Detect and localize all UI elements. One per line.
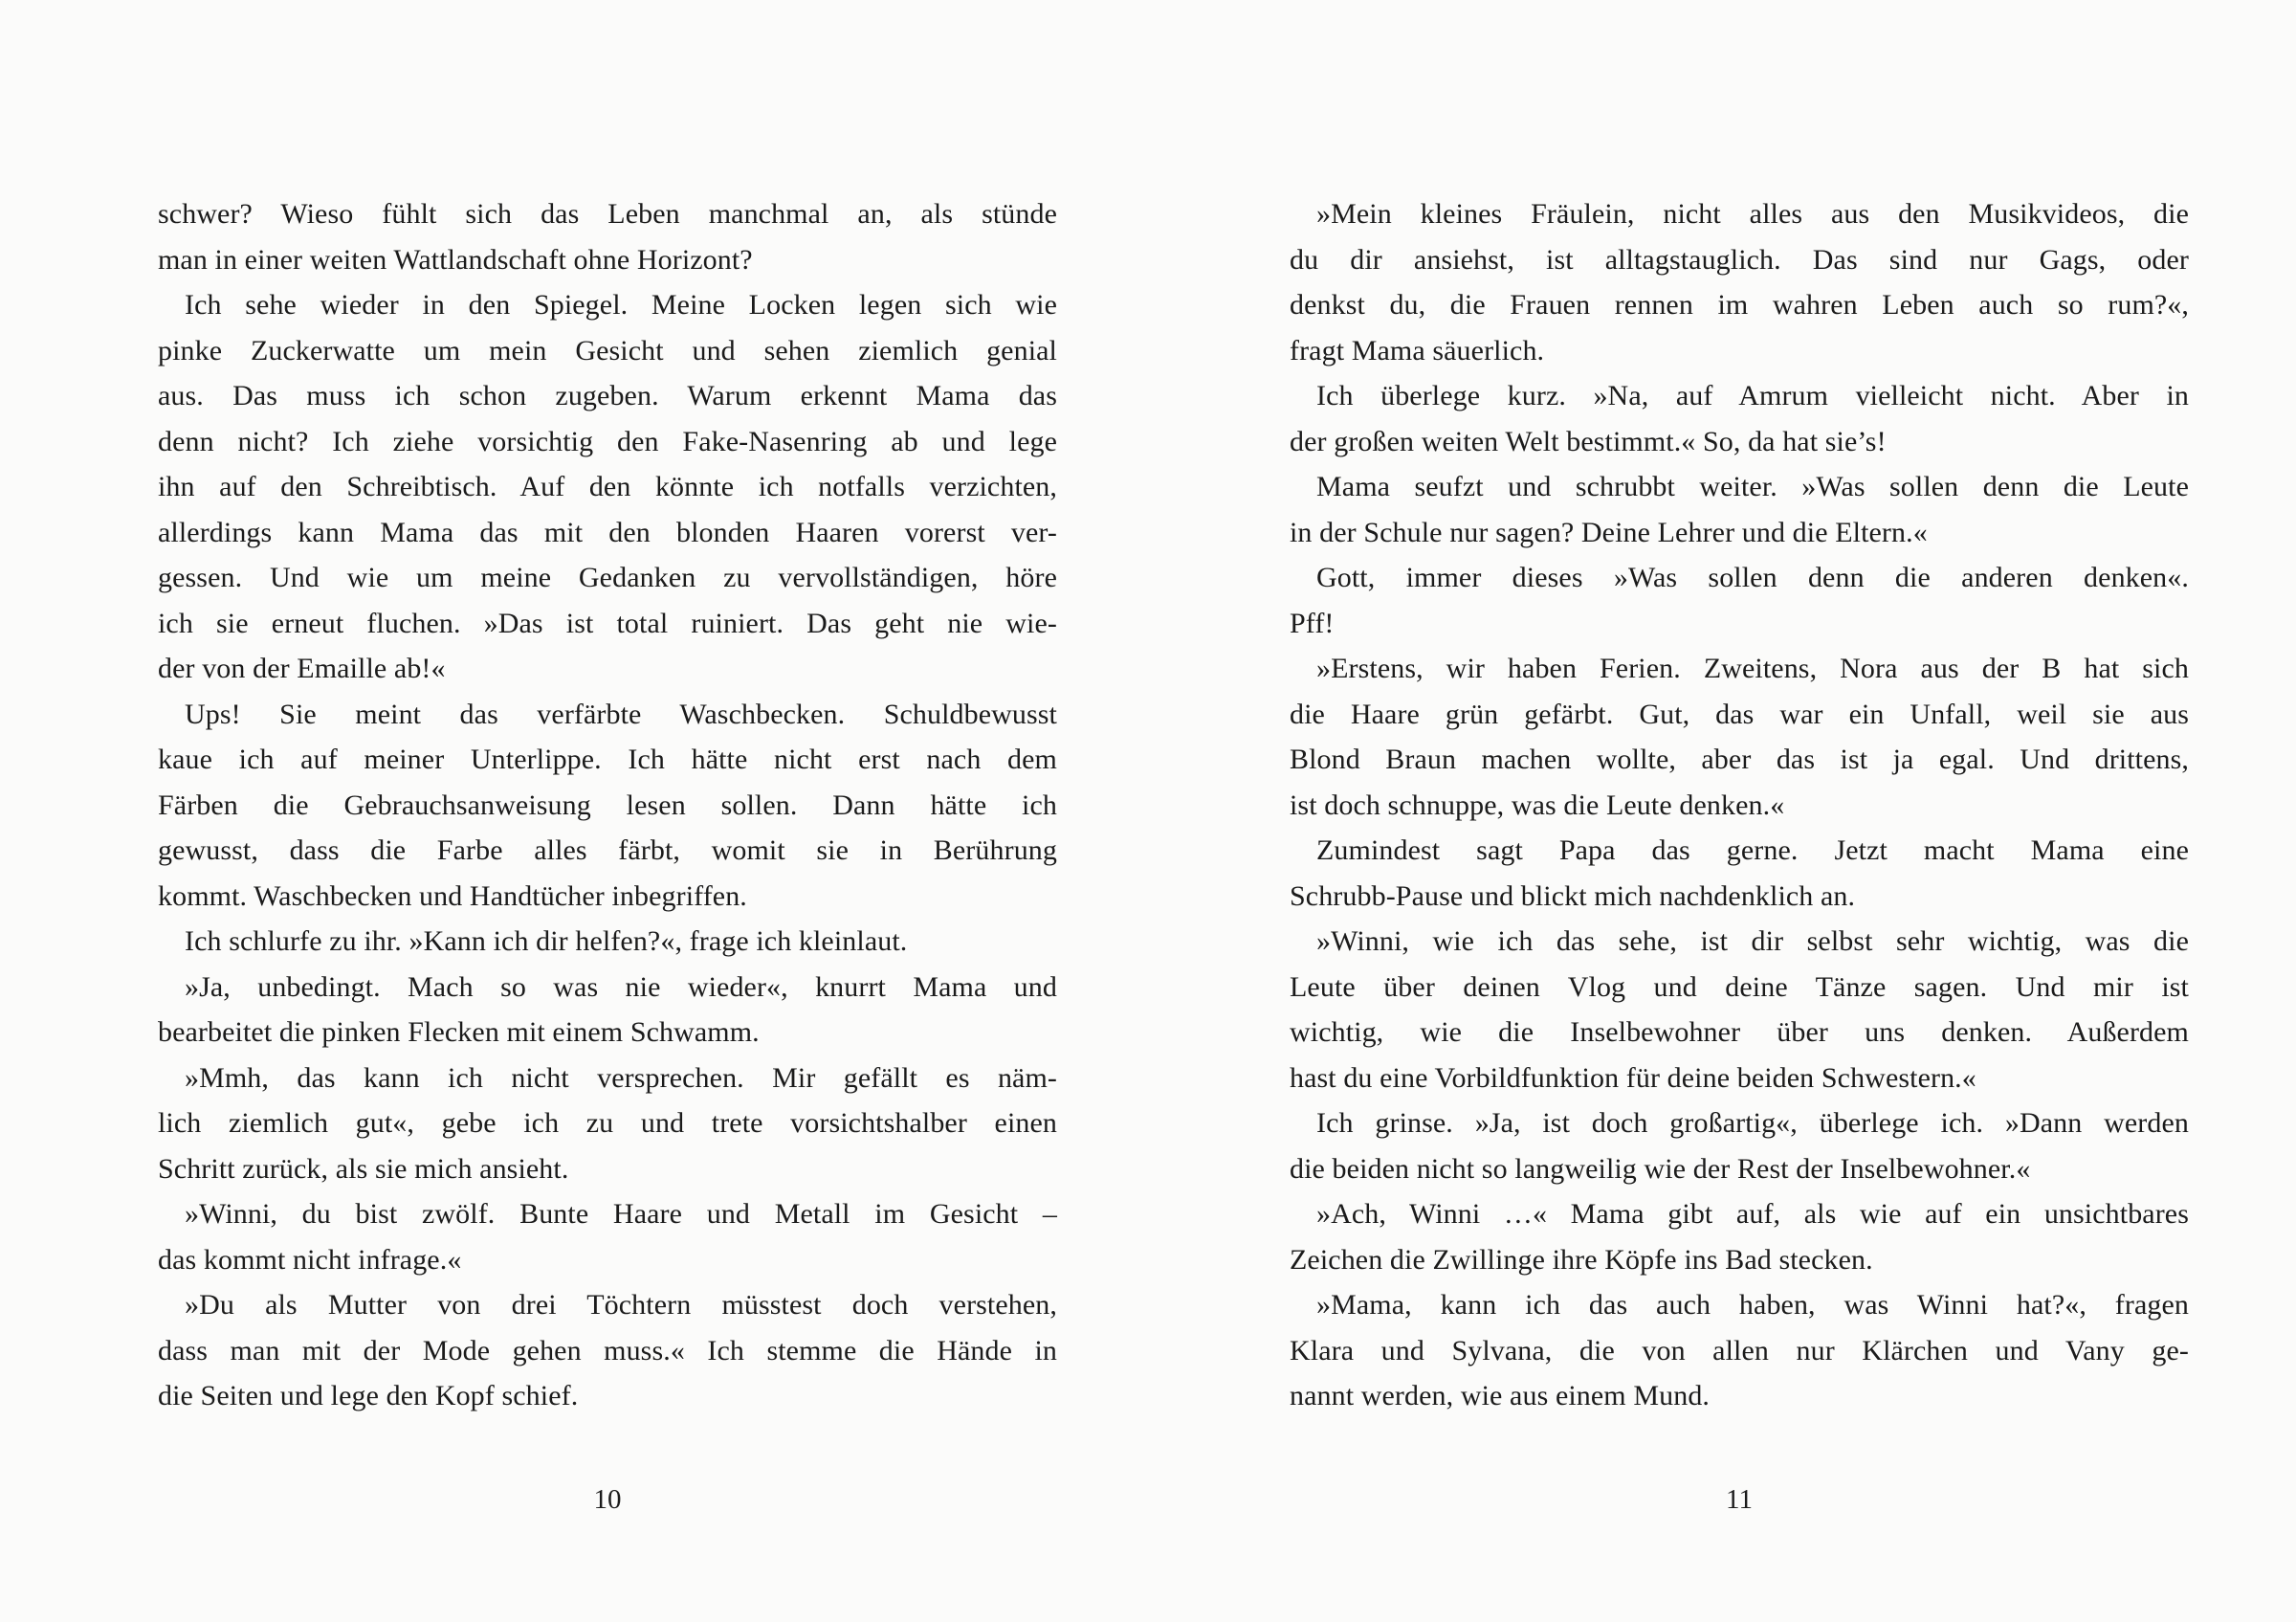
text-line: Schritt zurück, als sie mich ansieht. <box>158 1152 569 1185</box>
text-line: aus. Das muss ich schon zugeben. Warum erkennt Mama das <box>158 380 1057 411</box>
right-page-text <box>1290 191 2189 1419</box>
text-line: allerdings kann Mama das mit den blonden Haaren vorerst ver- <box>158 516 1057 548</box>
text-line: ich sie erneut fluchen. »Das ist total ruiniert. Das geht nie wie- <box>158 607 1057 639</box>
text-line: wichtig, wie die Inselbewohner über uns denken. Außerdem <box>1290 1016 2189 1048</box>
text-line: Zeichen die Zwillinge ihre Köpfe ins Bad stecken. <box>1290 1243 1873 1276</box>
left-page-text <box>158 191 1057 1419</box>
text-line: »Mmh, das kann ich nicht versprechen. Mir gefällt es näm- <box>185 1061 1057 1094</box>
right-page <box>1148 0 2296 1622</box>
text-line: Ich grinse. »Ja, ist doch großartig«, überlege ich. »Dann werden <box>1316 1107 2189 1139</box>
text-line: nannt werden, wie aus einem Mund. <box>1290 1380 1711 1411</box>
text-line: denkst du, die Frauen rennen im wahren Leben auch so rum?«, <box>1290 289 2189 321</box>
text-line: bearbeitet die pinken Flecken mit einem Schwamm. <box>158 1016 760 1048</box>
text-line: kommt. Waschbecken und Handtücher inbegriffen. <box>158 879 747 912</box>
text-line: ihn auf den Schreibtisch. Auf den könnte ich notfalls verzichten, <box>158 471 1057 502</box>
text-line: »Du als Mutter von drei Töchtern müsstest doch verstehen, <box>185 1289 1057 1321</box>
text-line: Leute über deinen Vlog und deine Tänze sagen. Und mir ist <box>1290 970 2189 1003</box>
text-line: »Erstens, wir haben Ferien. Zweitens, Nora aus der B hat sich <box>1316 653 2189 684</box>
text-line: »Winni, du bist zwölf. Bunte Haare und Metall im Gesicht – <box>185 1198 1057 1230</box>
text-line: Färben die Gebrauchsanweisung lesen sollen. Dann hätte ich <box>158 789 1057 821</box>
text-line: Ich schlurfe zu ihr. »Kann ich dir helfen?«, frage ich kleinlaut. <box>185 925 908 957</box>
text-line: »Mama, kann ich das auch haben, was Winni hat?«, fragen <box>1316 1289 2189 1321</box>
text-line: gewusst, dass die Farbe alles färbt, womit sie in Berührung <box>158 834 1057 866</box>
text-line: lich ziemlich gut«, gebe ich zu und trete vorsichtshalber einen <box>158 1107 1057 1139</box>
text-line: Gott, immer dieses »Was sollen denn die anderen denken«. <box>1316 562 2189 593</box>
text-line: Ups! Sie meint das verfärbte Waschbecken. Schuldbewusst <box>185 698 1057 730</box>
text-line: das kommt nicht infrage.« <box>158 1243 462 1276</box>
text-line: ist doch schnuppe, was die Leute denken.« <box>1290 789 1785 821</box>
text-line: Zumindest sagt Papa das gerne. Jetzt macht Mama eine <box>1316 834 2189 866</box>
text-line: Ich überlege kurz. »Na, auf Amrum vielleicht nicht. Aber in <box>1316 380 2189 411</box>
text-line: der von der Emaille ab!« <box>158 653 446 684</box>
text-line: »Winni, wie ich das sehe, ist dir selbst sehr wichtig, was die <box>1316 925 2189 957</box>
text-line: Ich sehe wieder in den Spiegel. Meine Locken legen sich wie <box>185 289 1057 321</box>
text-line: die Haare grün gefärbt. Gut, das war ein Unfall, weil sie aus <box>1290 698 2189 730</box>
text-line: fragt Mama säuerlich. <box>1290 334 1545 367</box>
text-line: du dir ansiehst, ist alltagstauglich. Das sind nur Gags, oder <box>1290 243 2189 276</box>
text-line: dass man mit der Mode gehen muss.« Ich stemme die Hände in <box>158 1334 1057 1366</box>
text-line: Pff! <box>1290 607 1335 639</box>
right-page-number: 11 <box>1726 1484 1753 1515</box>
text-line: kaue ich auf meiner Unterlippe. Ich hätte nicht erst nach dem <box>158 744 1057 775</box>
text-line: in der Schule nur sagen? Deine Lehrer und die Eltern.« <box>1290 516 1928 548</box>
left-page-number: 10 <box>593 1484 622 1515</box>
text-line: denn nicht? Ich ziehe vorsichtig den Fake-Nasenring ab und lege <box>158 425 1057 457</box>
text-line: schwer? Wieso fühlt sich das Leben manchmal an, als stünde <box>158 198 1057 230</box>
text-line: man in einer weiten Wattlandschaft ohne Horizont? <box>158 243 753 276</box>
text-line: Klara und Sylvana, die von allen nur Klärchen und Vany ge- <box>1290 1334 2189 1366</box>
text-line: Blond Braun machen wollte, aber das ist ja egal. Und drittens, <box>1290 744 2189 775</box>
text-line: »Ach, Winni …« Mama gibt auf, als wie auf ein unsichtbares <box>1316 1198 2189 1230</box>
text-line: »Mein kleines Fräulein, nicht alles aus den Musikvideos, die <box>1316 198 2189 230</box>
text-line: Schrubb-Pause und blickt mich nachdenklich an. <box>1290 879 1856 912</box>
text-line: Mama seufzt und schrubbt weiter. »Was sollen denn die Leute <box>1316 471 2189 502</box>
text-line: die Seiten und lege den Kopf schief. <box>158 1380 579 1411</box>
text-line: der großen weiten Welt bestimmt.« So, da hat sie’s! <box>1290 425 1887 457</box>
text-line: gessen. Und wie um meine Gedanken zu vervollständigen, höre <box>158 562 1057 593</box>
text-line: hast du eine Vorbildfunktion für deine beiden Schwestern.« <box>1290 1061 1976 1094</box>
text-line: »Ja, unbedingt. Mach so was nie wieder«, knurrt Mama und <box>185 970 1057 1003</box>
text-line: die beiden nicht so langweilig wie der Rest der Inselbewohner.« <box>1290 1152 2031 1185</box>
text-line: pinke Zuckerwatte um mein Gesicht und sehen ziemlich genial <box>158 334 1057 367</box>
